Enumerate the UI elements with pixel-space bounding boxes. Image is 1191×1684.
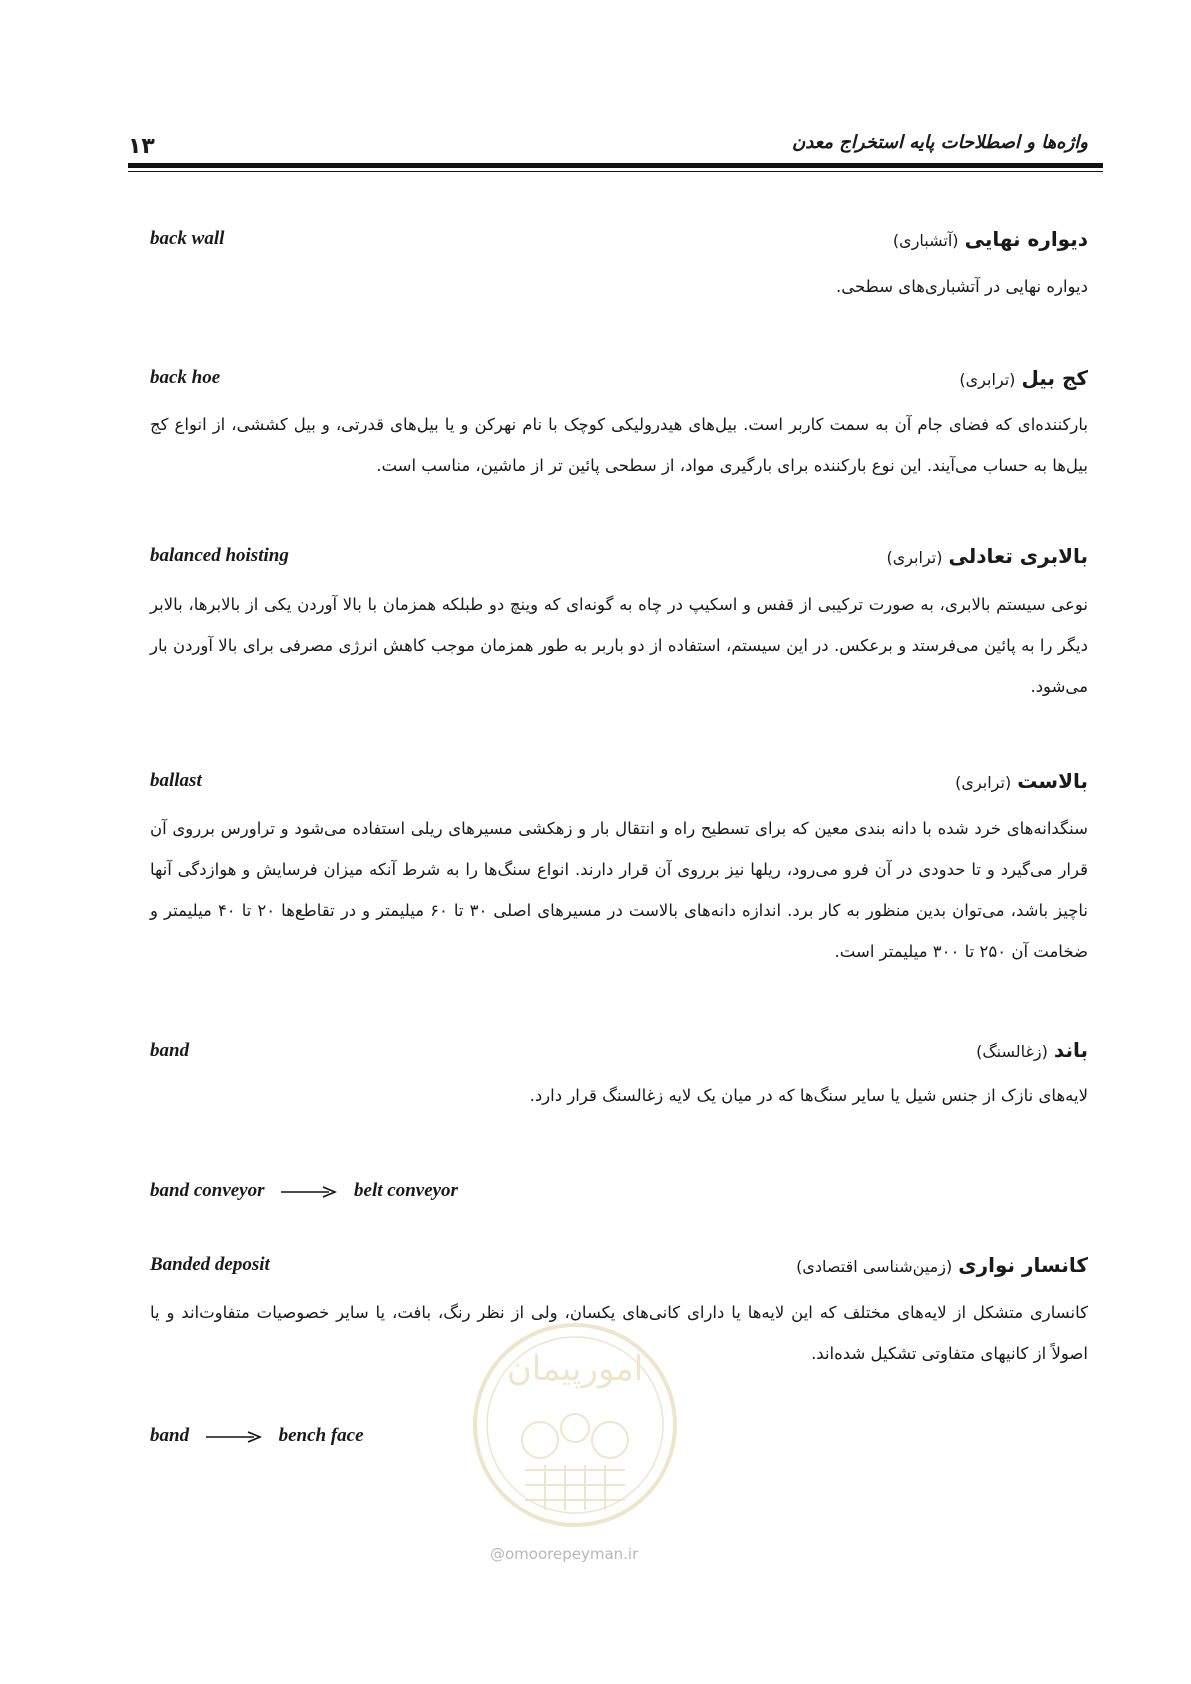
entry-persian-term: بالاست xyxy=(1017,769,1088,793)
entry-persian-term: کانسار نواری xyxy=(958,1253,1088,1277)
entry-definition: نوعی سیستم بالابری، به صورت ترکیبی از قفس و اسکیپ در چاه به گونه‌ای که وینچ دو طبلکه همزمان با بالا آوردن یکی از بالابرها، بالابر دیگر را به پائین می‌فرستد و برعکس. در این سیستم، استفاده از دو باربر به طور همزمان موجب کاهش انرژی مصرفی برای بالا آوردن بار می‌شود. xyxy=(150,595,1088,696)
entry-definition: کانساری متشکل از لایه‌های مختلف که این لایه‌ها یا دارای کانی‌های یکسان، ولی از نظر رنگ، بافت، یا سایر خصوصیات متفاوت‌اند و یا اصولاً از کانیهای متفاوتی تشکیل شده‌اند. xyxy=(150,1303,1088,1363)
entry-english-term: back wall xyxy=(150,228,225,249)
entry-english-term: band xyxy=(150,1040,190,1061)
entry-persian-heading xyxy=(796,1253,1088,1277)
entry-english-term: balanced hoisting xyxy=(150,545,289,566)
arrow-right-icon xyxy=(281,1186,337,1198)
entry-domain: (ترابری) xyxy=(959,370,1016,389)
cross-reference-to: bench face xyxy=(278,1425,364,1446)
entry-persian-term: باند xyxy=(1053,1038,1088,1062)
cross-reference-from: band conveyor xyxy=(150,1180,265,1201)
entry-definition: سنگدانه‌های خرد شده با دانه بندی معین که برای تسطیح راه و انتقال بار و زهکشی مسیرهای ریلی استفاده می‌شود و تراورس برروی آن قرار می‌گیرد و تا حدودی در آن فرو می‌رود، ریلها نیز برروی آن قرار دارند. انواع سنگ‌ها را به شرط آنکه میزان فرسایش و هوازدگی آنها ناچیز باشد، می‌توان بدین منظور به کار برد. اندازه دانه‌های بالاست در مسیرهای اصلی ۳۰ تا ۶۰ میلیمتر و در تقاطع‌ها ۲۰ تا ۴۰ میلیمتر و ضخامت آن ۲۵۰ تا ۳۰۰ میلیمتر است. xyxy=(150,819,1089,961)
entry-domain: (ترابری) xyxy=(886,548,943,567)
entry-english-term: ballast xyxy=(150,770,202,791)
entry-persian-heading xyxy=(893,227,1088,251)
cross-reference xyxy=(150,1425,364,1447)
entry-persian-heading xyxy=(976,1038,1088,1062)
entry-english-term: Banded deposit xyxy=(150,1254,270,1275)
arrow-right-icon xyxy=(206,1431,262,1443)
entry-persian-heading xyxy=(959,366,1088,390)
entry-definition: لایه‌های نازک از جنس شیل یا سایر سنگ‌ها که در میان یک لایه زغالسنگ قرار دارد. xyxy=(529,1086,1088,1105)
entry-persian-heading xyxy=(886,544,1088,568)
cross-reference-from: band xyxy=(150,1425,190,1446)
entry-definition: بارکننده‌ای که فضای جام آن به سمت کاربر است. بیل‌های هیدرولیکی کوچک با نام نهرکن و یا بیل‌های قدرتی، و بیل کششی، از انواع کج بیل‌ها به حساب می‌آیند. این نوع بارکننده برای بارگیری مواد، از سطحی پائین تر از ماشین، مناسب است. xyxy=(150,415,1088,475)
entry-domain: (زمین‌شناسی اقتصادی) xyxy=(796,1257,953,1276)
entry-definition: دیواره نهایی در آتشباری‌های سطحی. xyxy=(836,277,1088,296)
page-number: ۱۳ xyxy=(128,134,155,159)
cross-reference xyxy=(150,1180,458,1202)
header-rule-thin xyxy=(128,171,1103,172)
entry-domain: (آتشباری) xyxy=(892,231,959,250)
watermark-seal-icon xyxy=(470,1320,680,1530)
entry-persian-term: دیواره نهایی xyxy=(964,227,1088,251)
running-header-title: واژه‌ها و اصطلاحات پایه استخراج معدن xyxy=(792,132,1088,153)
entry-persian-heading xyxy=(955,769,1088,793)
cross-reference-to: belt conveyor xyxy=(354,1180,458,1201)
watermark-caption: @omoorepeyman.ir xyxy=(490,1545,639,1563)
entry-persian-term: بالابری تعادلی xyxy=(948,544,1088,568)
watermark-text: امورپیمان xyxy=(506,1349,644,1389)
entry-domain: (ترابری) xyxy=(955,773,1012,792)
entry-persian-term: کج بیل xyxy=(1021,366,1088,390)
entry-domain: (زغالسنگ) xyxy=(976,1042,1048,1061)
header-rule-thick xyxy=(128,163,1103,168)
entry-english-term: back hoe xyxy=(150,367,221,388)
